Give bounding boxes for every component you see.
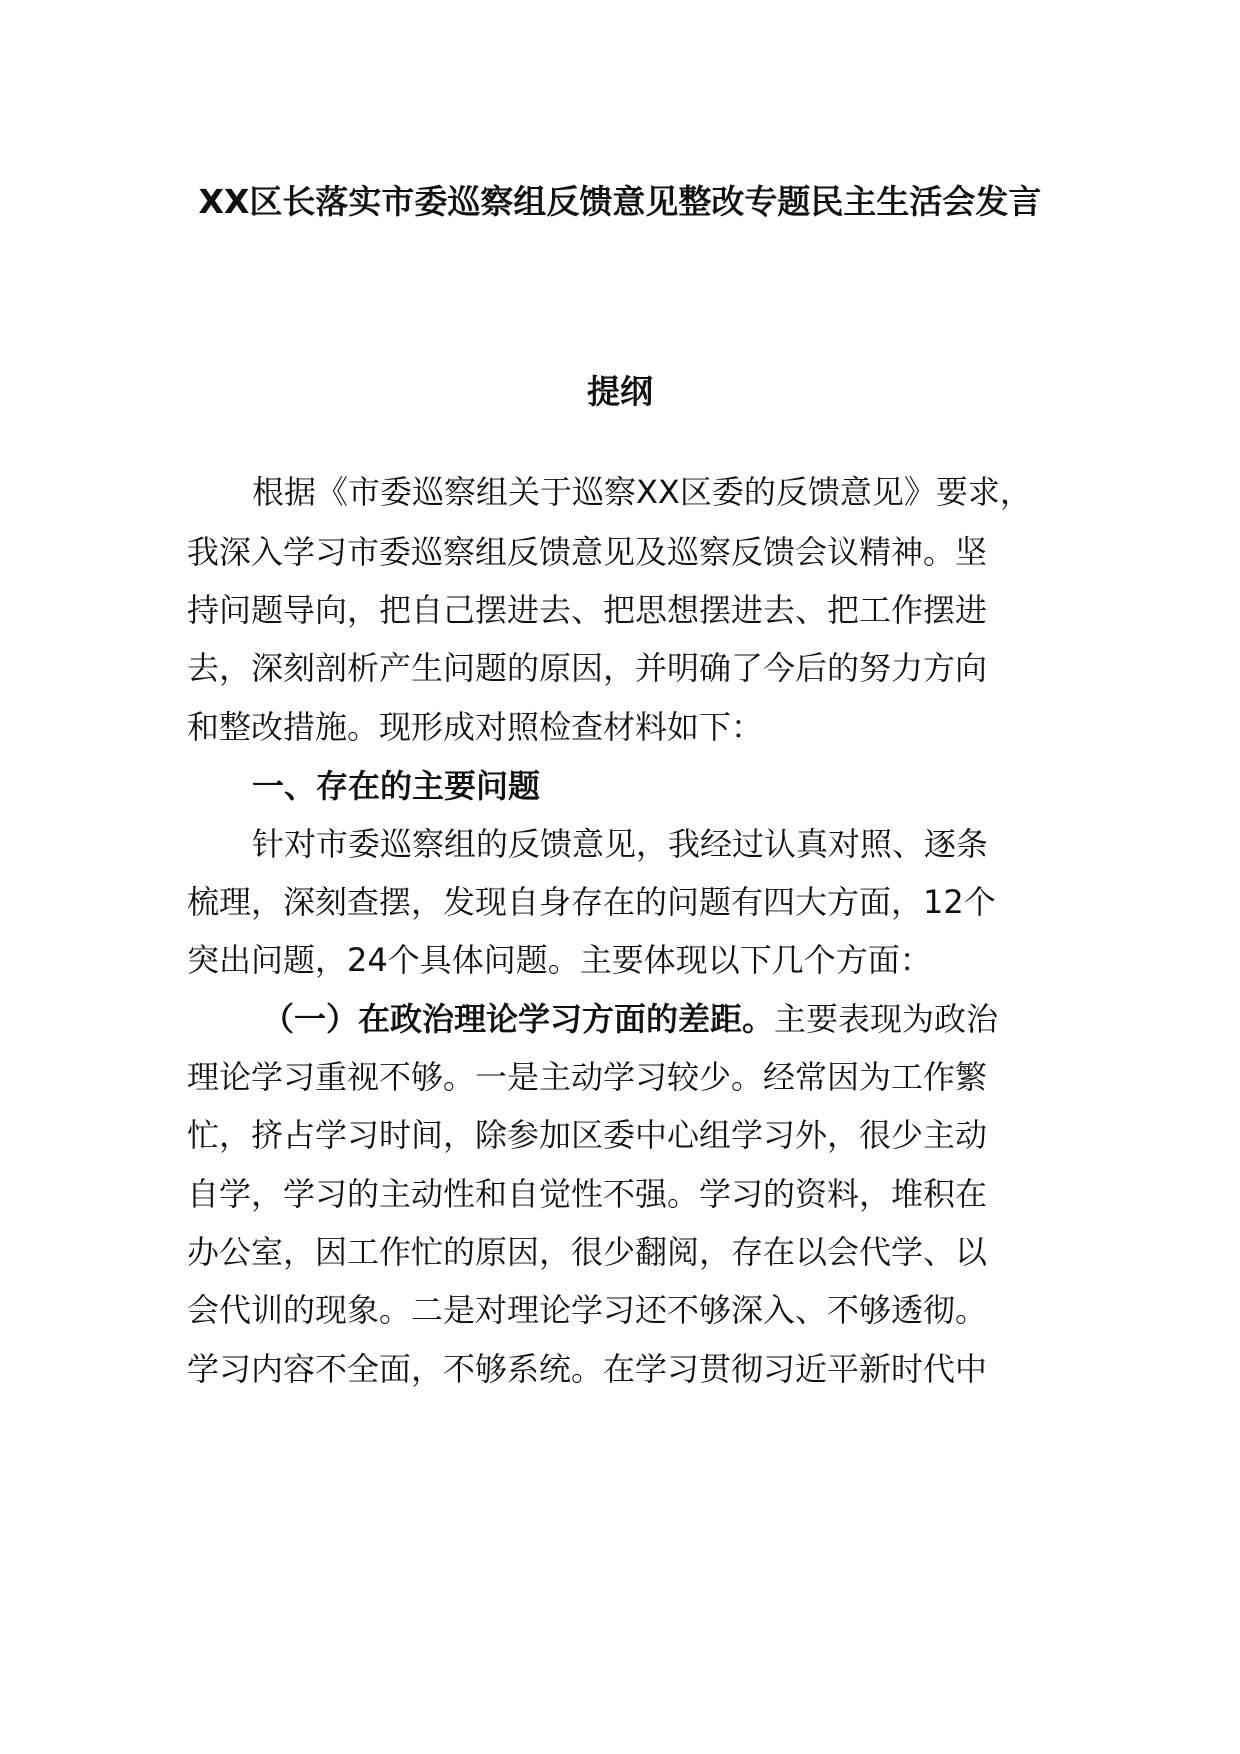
subsection-paragraph-line: 会代训的现象。二是对理论学习还不够深入、不够透彻。 <box>187 1291 988 1329</box>
document-title-line-1: XX区长落实市委巡察组反馈意见整改专题民主生活会发言 <box>198 182 1042 221</box>
intro-paragraph-line: 根据《市委巡察组关于巡察XX区委的反馈意见》要求， <box>252 473 1032 511</box>
document-title-line-2: 提纲 <box>587 372 653 411</box>
subsection-paragraph-line: 自学，学习的主动性和自觉性不强。学习的资料，堆积在 <box>187 1175 988 1213</box>
section-paragraph-line: 针对市委巡察组的反馈意见，我经过认真对照、逐条 <box>252 825 989 863</box>
subsection-text-start: 主要表现为政治 <box>774 1000 999 1038</box>
section-paragraph-line: 梳理，深刻查摆，发现自身存在的问题有四大方面，12个 <box>187 883 996 921</box>
intro-paragraph-line: 去，深刻剖析产生问题的原因，并明确了今后的努力方向 <box>187 649 988 687</box>
subsection-paragraph-line: 学习内容不全面，不够系统。在学习贯彻习近平新时代中 <box>187 1350 988 1388</box>
section-paragraph-line: 突出问题，24个具体问题。主要体现以下几个方面： <box>187 941 932 979</box>
subsection-first-line <box>262 999 1162 1039</box>
intro-paragraph-line: 和整改措施。现形成对照检查材料如下： <box>187 708 764 746</box>
section-heading: 一、存在的主要问题 <box>252 767 541 805</box>
intro-paragraph-line: 持问题导向，把自己摆进去、把思想摆进去、把工作摆进 <box>187 591 988 629</box>
intro-paragraph-line: 我深入学习市委巡察组反馈意见及巡察反馈会议精神。坚 <box>187 533 988 571</box>
subsection-paragraph-line: 理论学习重视不够。一是主动学习较少。经常因为工作繁 <box>187 1058 988 1096</box>
subsection-heading: （一）在政治理论学习方面的差距。 <box>262 1000 775 1038</box>
subsection-paragraph-line: 办公室，因工作忙的原因，很少翻阅，存在以会代学、以 <box>187 1233 988 1271</box>
subsection-paragraph-line: 忙，挤占学习时间，除参加区委中心组学习外，很少主动 <box>187 1116 988 1154</box>
